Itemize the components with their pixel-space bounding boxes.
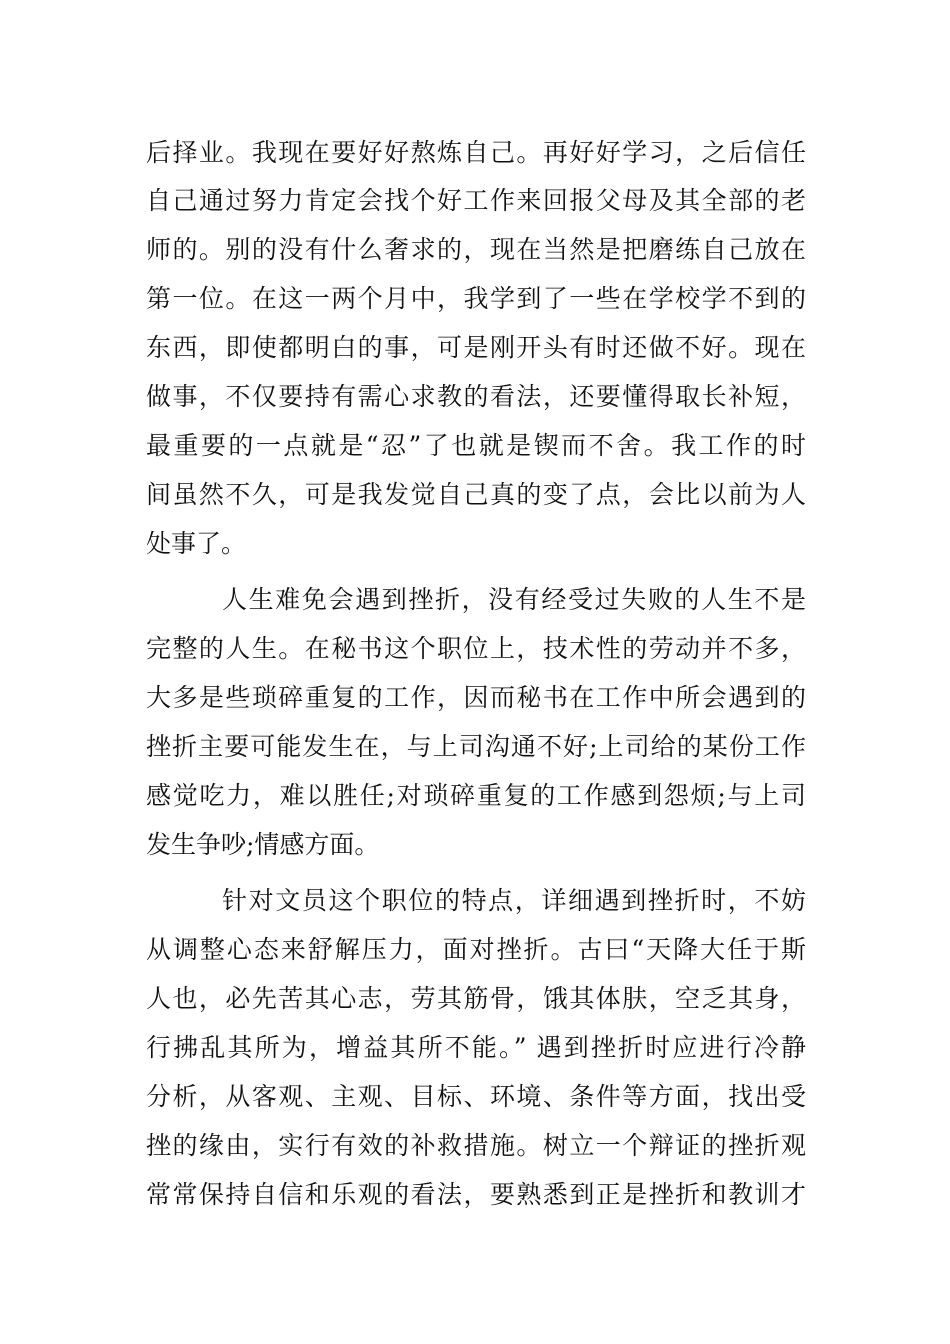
text-line: 人也，必先苦其心志，劳其筋骨，饿其体肤，空乏其身， — [146, 984, 806, 1013]
text-line: 师的。别的没有什么奢求的，现在当然是把磨练自己放在 — [146, 235, 806, 264]
text-line: 发生争吵;情感方面。 — [146, 830, 380, 859]
text-line: 常常保持自信和乐观的看法，要熟悉到正是挫折和教训才 — [146, 1180, 806, 1209]
text-line: 第一位。在这一两个月中，我学到了一些在学校学不到的 — [146, 284, 806, 313]
text-line: 挫折主要可能发生在，与上司沟通不好;上司给的某份工作 — [146, 732, 806, 761]
text-line: 感觉吃力，难以胜任;对琐碎重复的工作感到怨烦;与上司 — [146, 781, 806, 810]
text-line: 完整的人生。在秘书这个职位上，技术性的劳动并不多， — [146, 634, 806, 663]
text-line: 大多是些琐碎重复的工作，因而秘书在工作中所会遇到的 — [146, 683, 806, 712]
text-line: 挫的缘由，实行有效的补救措施。树立一个辩证的挫折观 — [146, 1131, 806, 1160]
text-line: 处事了。 — [146, 529, 247, 558]
paragraph-first-line: 人生难免会遇到挫折，没有经受过失败的人生不是 — [222, 585, 806, 614]
text-line: 自己通过努力肯定会找个好工作来回报父母及其全部的老 — [146, 186, 806, 215]
text-line: 分析，从客观、主观、目标、环境、条件等方面，找出受 — [146, 1082, 806, 1111]
text-line: 最重要的一点就是“忍”了也就是锲而不舍。我工作的时 — [146, 431, 806, 460]
text-line: 东西，即使都明白的事，可是刚开头有时还做不好。现在 — [146, 333, 806, 362]
paragraph-first-line: 针对文员这个职位的特点，详细遇到挫折时，不妨 — [222, 886, 806, 915]
text-line: 做事，不仅要持有需心求教的看法，还要懂得取长补短， — [146, 382, 806, 411]
text-line: 间虽然不久，可是我发觉自己真的变了点，会比以前为人 — [146, 480, 806, 509]
text-line: 后择业。我现在要好好熬炼自己。再好好学习，之后信任 — [146, 138, 806, 167]
text-line: 从调整心态来舒解压力，面对挫折。古曰“天降大任于斯 — [146, 935, 806, 964]
text-line: 行拂乱其所为，增益其所不能。” 遇到挫折时应进行冷静 — [146, 1033, 806, 1062]
